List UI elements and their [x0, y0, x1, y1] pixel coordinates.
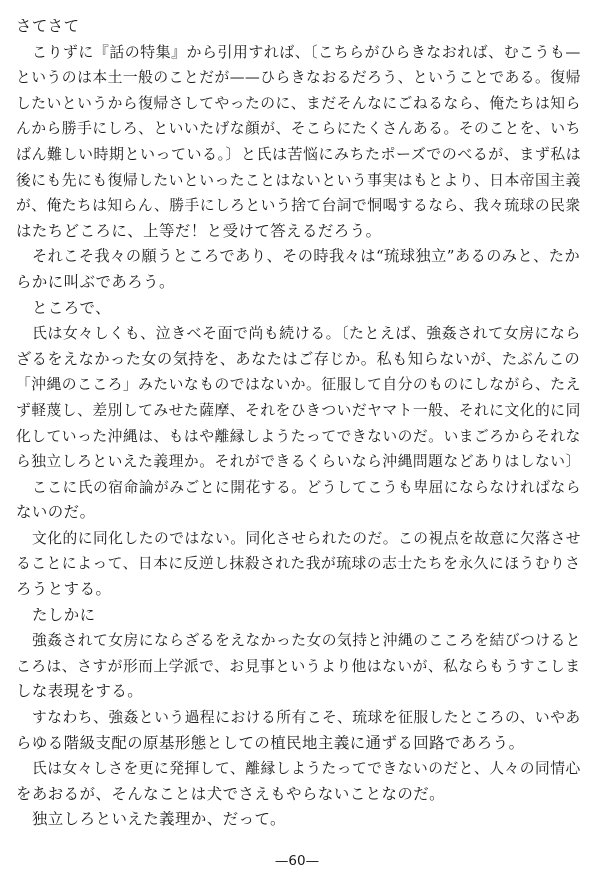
text-line: 独立しろといえた義理か、だって。 — [32, 810, 286, 829]
text-line: ることによって、日本に反逆し抹殺された我が琉球の志士たちを永久にほうむりさ — [16, 555, 581, 573]
text-line: ないのだ。 — [16, 503, 96, 522]
text-line: 強姦されて女房にならざるをえなかった女の気持と沖縄のこころを結びつけると — [32, 632, 581, 650]
text-line: をあおるが、そんなことは犬でさえもやらないことなのだ。 — [16, 784, 446, 803]
text-line: ざるをえなかった女の気持を、あなたはご存じか。私も知らないが、たぶんこの — [16, 349, 581, 368]
text-line: こりずに『話の特集』から引用すれば、〔こちらがひらきなおれば、むこうも— — [32, 42, 581, 61]
text-line: ばん難しい時期といっている。〕と氏は苦悩にみちたポーズでのべるが、まず私は — [16, 144, 582, 163]
page-number: —60— — [274, 853, 320, 869]
text-line: 文化的に同化したのではない。同化させられたのだ。この視点を故意に欠落させ — [32, 529, 581, 547]
text-line: はたちどころに、上等だ！と受けて答えるだろう。 — [16, 221, 382, 240]
body-text — [16, 14, 580, 833]
text-line: すなわち、強姦という過程における所有こそ、琉球を征服したところの、いやあ — [32, 709, 581, 727]
text-line: ところで、 — [32, 298, 111, 317]
text-line: 氏は女々しくも、泣きべそ面で尚も続ける。〔たとえば、強姦されて女房になら — [32, 324, 581, 343]
text-line: しな表現をする。 — [16, 682, 144, 701]
text-line: らかに叫ぶであろう。 — [16, 272, 175, 291]
text-line: というのは本土一般のことだが——ひらきなおるだろう、ということである。復帰 — [16, 69, 581, 87]
text-line: したいというから復帰さしてやったのに、まだそんなにごねるなら、俺たちは知ら — [16, 94, 581, 112]
text-line: それこそ我々の願うところであり、その時我々は“琉球独立”あるのみと、たか — [32, 247, 581, 266]
text-line: ここに氏の宿命論がみごとに開花する。どうしてこうも卑屈にならなければなら — [32, 478, 581, 496]
text-line: らゆる階級支配の原基形態としての植民地主義に通ずる回路であろう。 — [16, 733, 525, 752]
text-line: ず軽蔑し、差別してみせた薩摩、それをひきついだヤマト一般、それに文化的に同 — [16, 401, 581, 419]
text-line: 氏は女々しさを更に発揮して、離縁しようたってできないのだと、人々の同情心 — [32, 760, 581, 778]
text-line: 化していった沖縄は、もはや離縁しようたってできないのだ。いまごろからそれな — [16, 427, 581, 445]
text-line: んから勝手にしろ、といいたげな顔が、そこらにたくさんある。そのことを、いち — [16, 120, 581, 138]
text-line: ころは、さすが形而上学派で、お見事というより他はないが、私ならもうすこしま — [16, 657, 581, 675]
text-line: ら独立しろといえた義理か。それができるくらいなら沖縄問題などありはしない〕 — [16, 453, 581, 471]
text-line: ろうとする。 — [16, 580, 112, 599]
text-line: たしかに — [32, 605, 96, 624]
text-line: が、俺たちは知らん、勝手にしろという捨て台詞で恫喝するなら、我々琉球の民衆 — [16, 197, 581, 215]
text-line: さてさて — [16, 17, 80, 35]
text-line: 「沖縄のこころ」みたいなものではないか。征服して自分のものにしながら、たえ — [16, 376, 581, 394]
text-line: 後にも先にも復帰したいといったことはないという事実はもとより、日本帝国主義 — [16, 171, 581, 189]
